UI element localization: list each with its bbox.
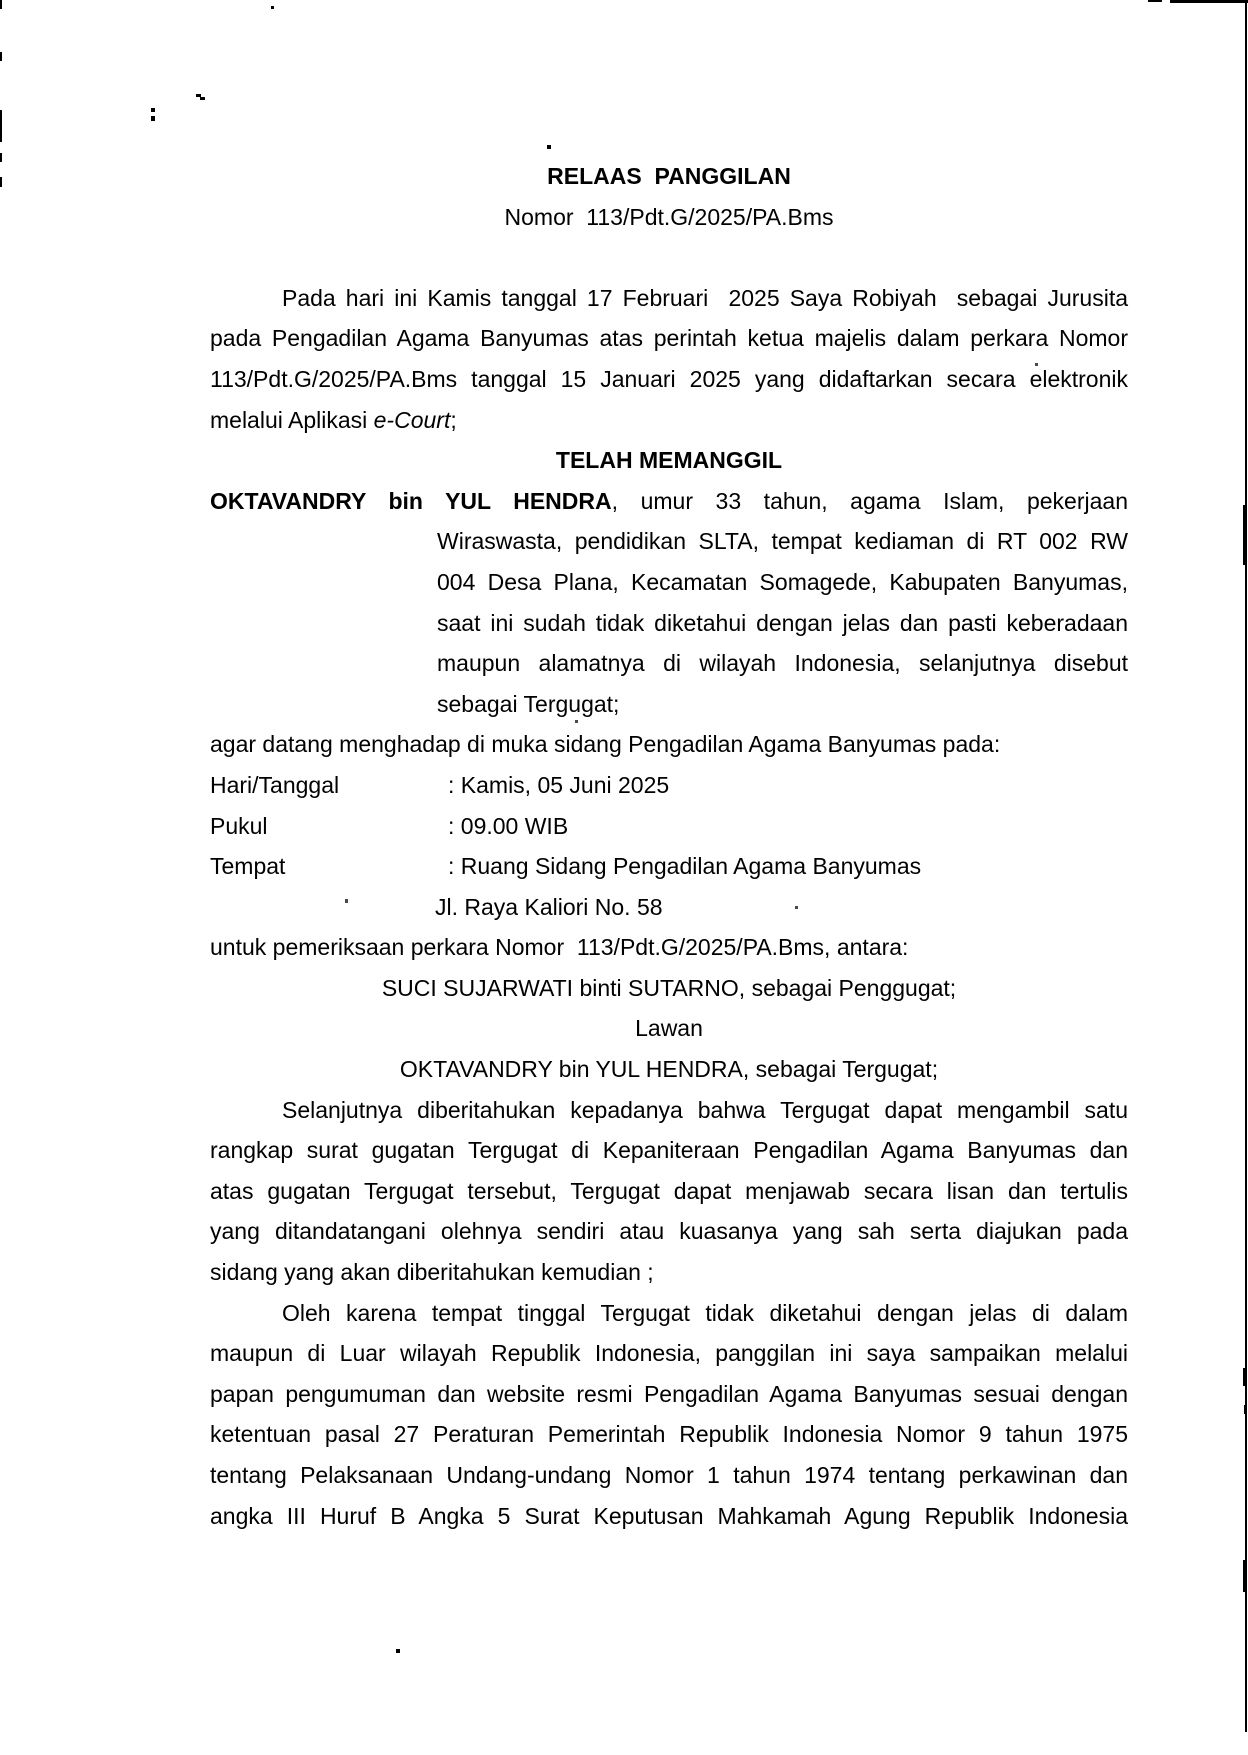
scan-squiggle-mark-b: [200, 97, 205, 100]
scan-artifact-left-edge-5: [0, 177, 2, 187]
court-address: Jl. Raya Kaliori No. 58: [435, 893, 663, 920]
schedule-label-day: Hari/Tanggal: [210, 771, 340, 798]
scan-artifact-top-right-bar: [1170, 0, 1248, 3]
paragraph3-line5: tentang Pelaksanaan Undang-undang Nomor 1 tahun 1974 tentang perkawinan dan: [210, 1462, 1128, 1488]
ecourt-italic: e-Court: [373, 406, 451, 433]
defendant-line1: [210, 481, 1128, 522]
defendant-line3: 004 Desa Plana, Kecamatan Somagede, Kabupaten Banyumas,: [437, 568, 1128, 595]
section-heading: TELAH MEMANGGIL: [555, 447, 783, 474]
scan-artifact-right-thick-2: [1243, 1368, 1247, 1386]
defendant-line1-rest: , umur 33 tahun, agama Islam, pekerjaan: [611, 487, 1128, 514]
paragraph1-line4-text: melalui Aplikasi: [210, 406, 374, 433]
paragraph3-line3: papan pengumuman dan website resmi Pengadilan Agama Banyumas sesuai dengan: [210, 1380, 1128, 1407]
schedule-row-time: [210, 806, 1128, 847]
paragraph2-line5: sidang yang akan diberitahukan kemudian ;: [210, 1259, 654, 1286]
scan-artifact-right-thick-3: [1244, 1405, 1247, 1414]
scan-speck-bottom: [396, 1649, 400, 1653]
versus-line: Lawan: [635, 1015, 703, 1042]
defendant-line4: saat ini sudah tidak diketahui dengan jelas dan pasti keberadaan: [437, 609, 1128, 636]
schedule-label-place: Tempat: [210, 853, 286, 880]
paragraph3-line6: angka III Huruf B Angka 5 Surat Keputusan Mahkamah Agung Republik Indonesia: [210, 1502, 1128, 1529]
defendant-line5: maupun alamatnya di wilayah Indonesia, selanjutnya disebut: [437, 650, 1128, 677]
paragraph1-line4-end: ;: [450, 406, 457, 433]
plaintiff-line: SUCI SUJARWATI binti SUTARNO, sebagai Penggugat;: [381, 974, 957, 1001]
paragraph3-line2: maupun di Luar wilayah Republik Indonesia, panggilan ini saya sampaikan melalui: [210, 1340, 1128, 1367]
schedule-value-place: : Ruang Sidang Pengadilan Agama Banyumas: [448, 853, 922, 880]
defendant-party-line: OKTAVANDRY bin YUL HENDRA, sebagai Tergugat;: [399, 1056, 939, 1083]
scan-speck-top: [271, 6, 274, 9]
scan-artifact-right-line: [1245, 0, 1247, 1732]
schedule-row-place: [210, 846, 1128, 887]
paragraph2-line3: atas gugatan Tergugat tersebut, Tergugat dapat menjawab secara lisan dan tertulis: [210, 1177, 1128, 1204]
defendant-line6: sebagai Tergugat;: [437, 690, 620, 717]
scan-artifact-left-edge-1: [0, 0, 2, 9]
paragraph2-line1: Selanjutnya diberitahukan kepadanya bahwa Tergugat dapat mengambil satu: [282, 1096, 1128, 1123]
schedule-label-time: Pukul: [210, 812, 268, 839]
paragraph1-line1: Pada hari ini Kamis tanggal 17 Februari 2025 Saya Robiyah sebagai Jurusita: [282, 284, 1128, 311]
scan-colon-mark-bottom: [151, 116, 155, 121]
document-body: [210, 156, 1128, 1536]
schedule-value-time: : 09.00 WIB: [448, 812, 569, 839]
scan-artifact-left-edge-4: [0, 153, 2, 162]
paragraph1-line2: pada Pengadilan Agama Banyumas atas perintah ketua majelis dalam perkara Nomor: [210, 325, 1128, 352]
scan-colon-mark-top: [151, 108, 155, 112]
scan-speck-above-title: [547, 145, 551, 149]
schedule-row-day: [210, 765, 1128, 806]
paragraph2-line2: rangkap surat gugatan Tergugat di Kepaniteraan Pengadilan Agama Banyumas dan: [210, 1137, 1128, 1164]
scan-artifact-right-thick-1: [1243, 505, 1247, 565]
paragraph1-line3: 113/Pdt.G/2025/PA.Bms tanggal 15 Januari 2025 yang didaftarkan secara elektronik: [210, 365, 1128, 392]
defendant-line2: Wiraswasta, pendidikan SLTA, tempat kediaman di RT 002 RW: [437, 528, 1128, 555]
paragraph2-line4: yang ditandatangani olehnya sendiri atau kuasanya yang sah serta diajukan pada: [210, 1218, 1128, 1245]
document-title: RELAAS PANGGILAN: [547, 163, 791, 189]
paragraph1-line4: [210, 400, 1128, 441]
summon-intro: agar datang menghadap di muka sidang Pengadilan Agama Banyumas pada:: [210, 731, 1001, 758]
paragraph3-line4: ketentuan pasal 27 Peraturan Pemerintah Republik Indonesia Nomor 9 tahun 1975: [210, 1421, 1128, 1448]
paragraph3-line1: Oleh karena tempat tinggal Tergugat tidak diketahui dengan jelas di dalam: [282, 1299, 1128, 1326]
scan-artifact-left-edge-2: [0, 52, 2, 61]
case-examination-line: untuk pemeriksaan perkara Nomor 113/Pdt.G/2025/PA.Bms, antara:: [210, 934, 909, 961]
defendant-name-bold: OKTAVANDRY bin YUL HENDRA: [210, 487, 612, 514]
scan-artifact-right-thick-4: [1243, 1560, 1247, 1592]
case-number: Nomor 113/Pdt.G/2025/PA.Bms: [504, 203, 834, 230]
scan-artifact-top-right-speck: [1148, 0, 1162, 2]
blank-line: [210, 237, 1128, 278]
scan-artifact-left-edge-3: [0, 110, 2, 142]
schedule-value-day: : Kamis, 05 Juni 2025: [448, 771, 670, 798]
